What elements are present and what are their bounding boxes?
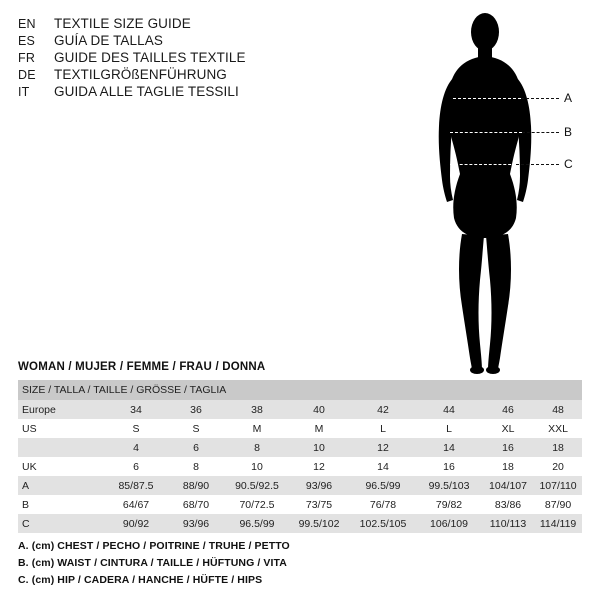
table-cell: XL: [482, 419, 534, 438]
legend-line-c: C. (cm) HIP / CADERA / HANCHE / HÜFTE / HIPS: [18, 574, 263, 586]
table-cell: 96.5/99: [350, 476, 416, 495]
table-row: [18, 419, 582, 438]
table-cell: 68/70: [166, 495, 226, 514]
table-cell: S: [166, 419, 226, 438]
table-cell: 48: [534, 400, 582, 419]
table-cell: 99.5/103: [416, 476, 482, 495]
measure-line-c-inner: [450, 164, 516, 165]
table-cell: 4: [106, 438, 166, 457]
table-cell: 40: [288, 400, 350, 419]
table-cell: 93/96: [288, 476, 350, 495]
language-code: EN: [18, 17, 36, 31]
language-code: IT: [18, 85, 30, 99]
language-code: FR: [18, 51, 36, 65]
row-label: A: [18, 476, 106, 495]
language-title: TEXTILE SIZE GUIDE: [54, 16, 191, 31]
table-cell: 83/86: [482, 495, 534, 514]
table-cell: 38: [226, 400, 288, 419]
language-row: [18, 50, 318, 65]
table-row: [18, 400, 582, 419]
table-cell: 88/90: [166, 476, 226, 495]
table-cell: 16: [416, 457, 482, 476]
table-cell: M: [226, 419, 288, 438]
table-cell: 34: [106, 400, 166, 419]
table-cell: 99.5/102: [288, 514, 350, 533]
row-label: US: [18, 419, 106, 438]
measure-line-a-inner: [453, 98, 521, 99]
table-cell: 6: [106, 457, 166, 476]
measure-label-b: B: [564, 125, 573, 139]
table-header-row: [18, 380, 582, 400]
female-silhouette-icon: [390, 6, 590, 376]
table-cell: 114/119: [534, 514, 582, 533]
table-header-label: SIZE / TALLA / TAILLE / GRÖSSE / TAGLIA: [18, 380, 582, 400]
row-label: UK: [18, 457, 106, 476]
table-cell: 16: [482, 438, 534, 457]
table-cell: 107/110: [534, 476, 582, 495]
language-code: DE: [18, 68, 36, 82]
table-cell: 10: [226, 457, 288, 476]
language-row: [18, 16, 318, 31]
table-cell: 64/67: [106, 495, 166, 514]
table-cell: L: [416, 419, 482, 438]
language-row: [18, 67, 318, 82]
table-cell: 90.5/92.5: [226, 476, 288, 495]
size-table-wrap: [18, 380, 582, 533]
table-cell: 12: [350, 438, 416, 457]
table-cell: 6: [166, 438, 226, 457]
measurement-legend: [18, 540, 518, 591]
table-cell: 10: [288, 438, 350, 457]
measure-line-b-outer: [522, 132, 559, 133]
measure-label-c: C: [564, 157, 573, 171]
measure-label-a: A: [564, 91, 573, 105]
legend-line-a: A. (cm) CHEST / PECHO / POITRINE / TRUHE / PETTO: [18, 540, 290, 552]
table-cell: 14: [350, 457, 416, 476]
table-cell: 18: [482, 457, 534, 476]
table-cell: 110/113: [482, 514, 534, 533]
table-cell: 76/78: [350, 495, 416, 514]
row-label: [18, 438, 106, 457]
language-title-block: [18, 16, 318, 101]
table-row: [18, 514, 582, 533]
table-cell: 44: [416, 400, 482, 419]
table-cell: 87/90: [534, 495, 582, 514]
table-cell: 18: [534, 438, 582, 457]
measure-line-c-outer: [516, 164, 559, 165]
table-row: [18, 495, 582, 514]
table-cell: 102.5/105: [350, 514, 416, 533]
table-row: [18, 438, 582, 457]
table-cell: 93/96: [166, 514, 226, 533]
table-row: [18, 457, 582, 476]
table-row: [18, 476, 582, 495]
table-cell: S: [106, 419, 166, 438]
table-cell: 14: [416, 438, 482, 457]
table-cell: 42: [350, 400, 416, 419]
figure-diagram: [390, 6, 590, 376]
table-cell: 8: [226, 438, 288, 457]
table-cell: 79/82: [416, 495, 482, 514]
language-row: [18, 33, 318, 48]
language-title: TEXTILGRÖßENFÜHRUNG: [54, 67, 227, 82]
table-cell: L: [350, 419, 416, 438]
language-row: [18, 84, 318, 99]
table-cell: XXL: [534, 419, 582, 438]
row-label: Europe: [18, 400, 106, 419]
table-cell: 8: [166, 457, 226, 476]
table-cell: 104/107: [482, 476, 534, 495]
language-title: GUIDE DES TAILLES TEXTILE: [54, 50, 246, 65]
table-cell: 12: [288, 457, 350, 476]
table-cell: 106/109: [416, 514, 482, 533]
table-cell: 20: [534, 457, 582, 476]
language-title: GUÍA DE TALLAS: [54, 33, 163, 48]
table-cell: 85/87.5: [106, 476, 166, 495]
table-cell: M: [288, 419, 350, 438]
table-cell: 96.5/99: [226, 514, 288, 533]
legend-line-b: B. (cm) WAIST / CINTURA / TAILLE / HÜFTUNG / VITA: [18, 557, 287, 569]
table-cell: 46: [482, 400, 534, 419]
table-cell: 70/72.5: [226, 495, 288, 514]
size-table: [18, 380, 582, 533]
language-title: GUIDA ALLE TAGLIE TESSILI: [54, 84, 239, 99]
table-cell: 90/92: [106, 514, 166, 533]
table-cell: 73/75: [288, 495, 350, 514]
measure-line-a-outer: [521, 98, 559, 99]
section-header-woman: WOMAN / MUJER / FEMME / FRAU / DONNA: [18, 361, 266, 373]
measure-line-b-inner: [450, 132, 522, 133]
table-cell: 36: [166, 400, 226, 419]
language-code: ES: [18, 34, 36, 48]
row-label: B: [18, 495, 106, 514]
row-label: C: [18, 514, 106, 533]
